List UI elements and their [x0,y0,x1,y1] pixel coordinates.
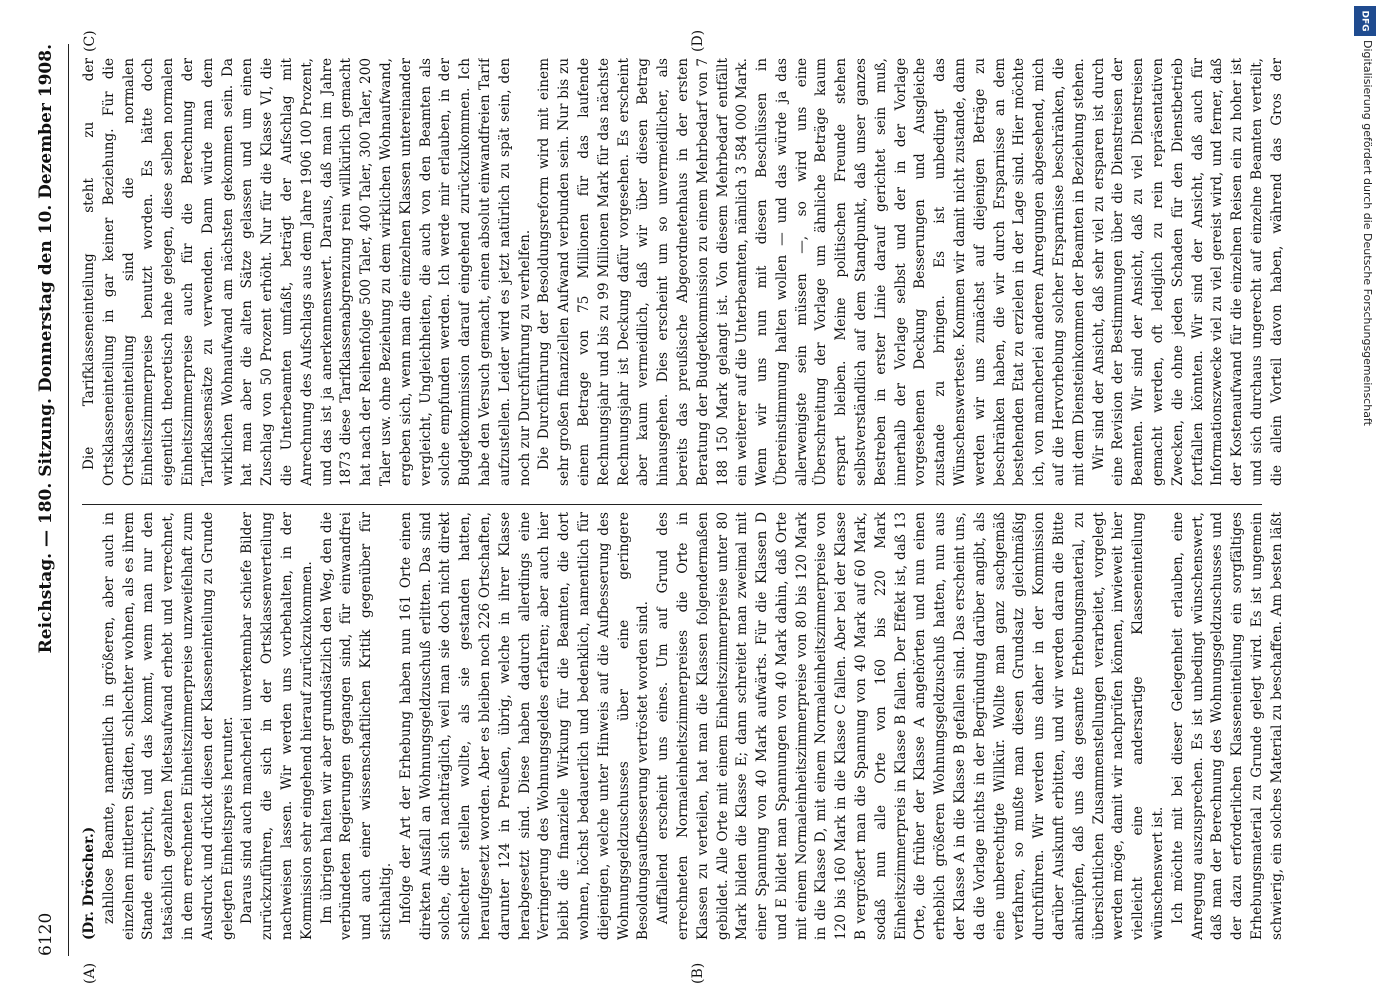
margin-marker-a: (A) [82,962,98,984]
paragraph: Infolge der Art der Erhebung haben nun 161 Orte einen direkten Ausfall an Wohnungsgeldzuschuß erlitten. Das sind solche, die sich nachträglich, weil man sie doch nicht direkt schlechter stellen wollte, als sie gestanden hatten, heraufgesetzt worden. Aber es bleiben noch 226 Ortschaften, darunter 124 in Preußen, übrig, welche in ihrer Klasse herabgesetzt sind. Diese haben dadurch allerdings eine Verringerung des Wohnungsgeldes erfahren; aber auch hier bleibt die finanzielle Wirkung für die Beamten, die dort wohnen, höchst bedauerlich und bedenklich, namentlich für diejenigen, welche unter Hinweis auf die Aufbesserung des Wohnungsgeldzuschusses über eine geringere Besoldungsaufbesserung vertröstet worden sind. [397,512,652,940]
paragraph: Auffallend erscheint uns eines. Um auf Grund des errechneten Normaleinheitszimmerpreises die Orte in Klassen zu verteilen, hat man die Klassen folgendermaßen gebildet. Alle Orte mit einem Einheitszimmerpreise unter 80 Mark bilden die Klasse E; dann schreitet man zweimal mit einer Spannung von 40 Mark aufwärts. Für die Klassen D und E bildet man Spannungen von 40 Mark dahin, daß Orte mit einem Normaleinheitszimmerpreise von 80 bis 120 Mark in die Klasse D, mit einem Normaleinheitszimmerpreise von 120 bis 160 Mark in die Klasse C fallen. Aber bei der Klasse B vergrößert man die Spannung von 40 Mark auf 60 Mark, sodaß nun alle Orte von 160 bis 220 Mark Einheitszimmerpreis in Klasse B fallen. Der Effekt ist, daß 13 Orte, die früher der Klasse A angehörten und nun einen erheblich größeren Wohnungsgeldzuschuß hatten, nun aus der Klasse A in die Klasse B gefallen sind. Das erscheint uns, da die Vorlage nichts in der Begründung darüber angibt, als eine unberechtigte Willkür. Wollte man ganz sachgemäß verfahren, so mußte man diesen Grundsatz gleichmäßig durchführen. Wir werden uns daher in der Kommission darüber Auskunft erbitten, und wir werden daran die Bitte anknüpfen, daß uns das gesamte Erhebungsmaterial, zu übersichtlichen Zusammenstellungen verarbeitet, vorgelegt werden möge, damit wir nachprüfen können, inwieweit hier vielleicht eine andersartige Klasseneinteilung wünschenswert ist. [655,512,1167,940]
margin-marker-b: (B) [690,962,706,984]
right-column [80,58,1290,486]
left-column [80,512,1290,940]
running-head [36,44,69,956]
paragraph: zahllose Beamte, namentlich in größeren, aber auch in einzelnen mittleren Städten, schlechter wohnen, als es ihrem Stande entspricht, und das kommt, wenn man nur den tatsächlich gezahlten Mietsaufwand erhebt und verrechnet, in dem errechneten Einheitszimmerpreise unzweifelhaft zum Ausdruck und drückt diesen der Klasseneinteilung zu Grunde gelegten Einheitspreis herunter. [100,512,236,940]
paragraph: Im übrigen halten wir aber grundsätzlich den Weg, den die verbündeten Regierungen gegangen sind, für einwandfrei und auch einer wissenschaftlichen Kritik gegenüber für stichhaltig. [318,512,394,940]
page-number: 6120 [36,912,56,956]
digitization-sidebar [1349,0,1383,1000]
margin-marker-c: (C) [82,30,98,52]
dfg-logo: DFG [1354,6,1376,36]
digitization-note: Digitalisierung gefördert durch die Deutsche Forschungsgemeinschaft [1361,40,1374,426]
page-title: Reichstag. — 180. Sitzung. Donnerstag den 10. Dezember 1908. [36,44,56,654]
margin-marker-d: (D) [690,29,706,52]
paragraph: Daraus sind auch mancherlei unverkennbar schiefe Bilder zurückzuführen, die sich in der Ortsklassenverteilung nachweisen lassen. Wir werden uns vorbehalten, in der Kommission sehr eingehend hierauf zurückzukommen. [239,512,315,940]
paragraph: Die Durchführung der Besoldungsreform wird mit einem sehr großen finanziellen Aufwand verbunden sein. Nur bis zu einem Betrage von 75 Millionen für das laufende Rechnungsjahr und bis zu 99 Millionen Mark für das nächste Rechnungsjahr ist Deckung dafür vorgesehen. Es erscheint aber kaum vermeidlich, daß wir über diesen Betrag hinausgehen. Dies erscheint um so unvermeidlicher, als bereits das preußische Abgeordnetenhaus in der ersten Beratung der Budgetkommission zu einem Mehrbedarf von 7 188 150 Mark gelangt ist. Von diesem Mehrbedarf entfällt ein weiterer auf die Unterbeamten, nämlich 3 584 000 Mark. Wenn wir uns nun mit diesen Beschlüssen in Übereinstimmung halten wollen — und das würde ja das allerwenigste sein müssen —, so wird uns eine Überschreitung der Vorlage um ähnliche Beträge kaum erspart bleiben. Meine politischen Freunde stehen selbstverständlich auf dem Standpunkt, daß unser ganzes Bestreben in erster Linie darauf gerichtet sein muß, innerhalb der Vorlage selbst und der in der Vorlage vorgesehenen Deckung Besserungen und Ausgleiche zustande zu bringen. Es ist unbedingt das Wünschenswerteste. Kommen wir damit nicht zustande, dann werden wir uns zunächst auf diejenigen Beträge zu beschränken haben, die wir durch Ersparnisse an dem bestehenden Etat zu erzielen in der Lage sind. Hier möchte ich, von mancherlei anderen Anregungen abgesehend, mich auf die Hervorhebung solcher Ersparnisse beschränken, die mit dem Diensteinkommen der Beamten in Beziehung stehen. [536,58,1087,486]
speaker-label: (Dr. Dröscher.) [81,826,97,940]
paragraph: Wir sind der Ansicht, daß sehr viel zu ersparen ist durch eine Revision der Bestimmungen über die Dienstreisen der Beamten. Wir sind der Ansicht, daß zu viel Dienstreisen gemacht werden, oft lediglich zu rein repräsentativen Zwecken, die ohne jeden Schaden für den Dienstbetrieb fortfallen könnten. Wir sind der Ansicht, daß auch für Informationszwecke viel zu viel gereist wird, und ferner, daß der Kostenaufwand für die einzelnen Reisen ein zu hoher ist und sich durchaus ungerecht auf einzelne Beamten verteilt, die allein Vorteil davon haben, während das Gros der [1090,58,1285,486]
column-divider [82,504,1262,505]
paragraph: Ich möchte mit bei dieser Gelegenheit erlauben, eine Anregung auszusprechen. Es ist unbedingt wünschenswert, daß man der Berechnung des Wohnungsgeldzuschusses und der dazu erforderlichen Klasseneinteilung ein sorgfältiges Erhebungsmaterial zu Grunde gelegt wird. Es ist ungemein schwierig, ein solches Material zu beschaffen. Am besten läßt [1169,512,1285,940]
paragraph: Die Tarifklasseneinteilung steht zu der Ortsklasseneinteilung in gar keiner Beziehung. Für die Ortsklasseneinteilung sind die normalen Einheitszimmerpreise benutzt worden. Es hätte doch eigentlich theoretisch nahe gelegen, diese selben normalen Einheitszimmerpreise auch für die Berechnung der Tarifklassensätze zu verwenden. Dann würde man dem wirklichen Wohnaufwand am nächsten gekommen sein. Da hat man aber die alten Sätze gelassen und um einen Zuschlag von 50 Prozent erhöht. Nur für die Klasse VI, die die Unterbeamten umfaßt, beträgt der Aufschlag mit Anrechnung des Aufschlags aus dem Jahre 1906 100 Prozent, und das ist ja anerkennenswert. Daraus, daß man im Jahre 1873 diese Tarifklassenabgrenzung rein willkürlich gemacht hat nach der Reihenfolge 500 Taler, 400 Taler, 300 Taler, 200 Taler usw. ohne Beziehung zu dem wirklichen Wohnaufwand, ergeben sich, wenn man die einzelnen Klassen untereinander vergleicht, Ungleichheiten, die auch von den Beamten als solche empfunden werden. Ich werde mir erlauben, in der Budgetkommission darauf eingehend zurückzukommen. Ich habe den Versuch gemacht, einen absolut einwandfreien Tarif aufzustellen. Leider wird es jetzt natürlich zu spät sein, den noch zur Durchführung zu verhelfen. [81,58,533,486]
